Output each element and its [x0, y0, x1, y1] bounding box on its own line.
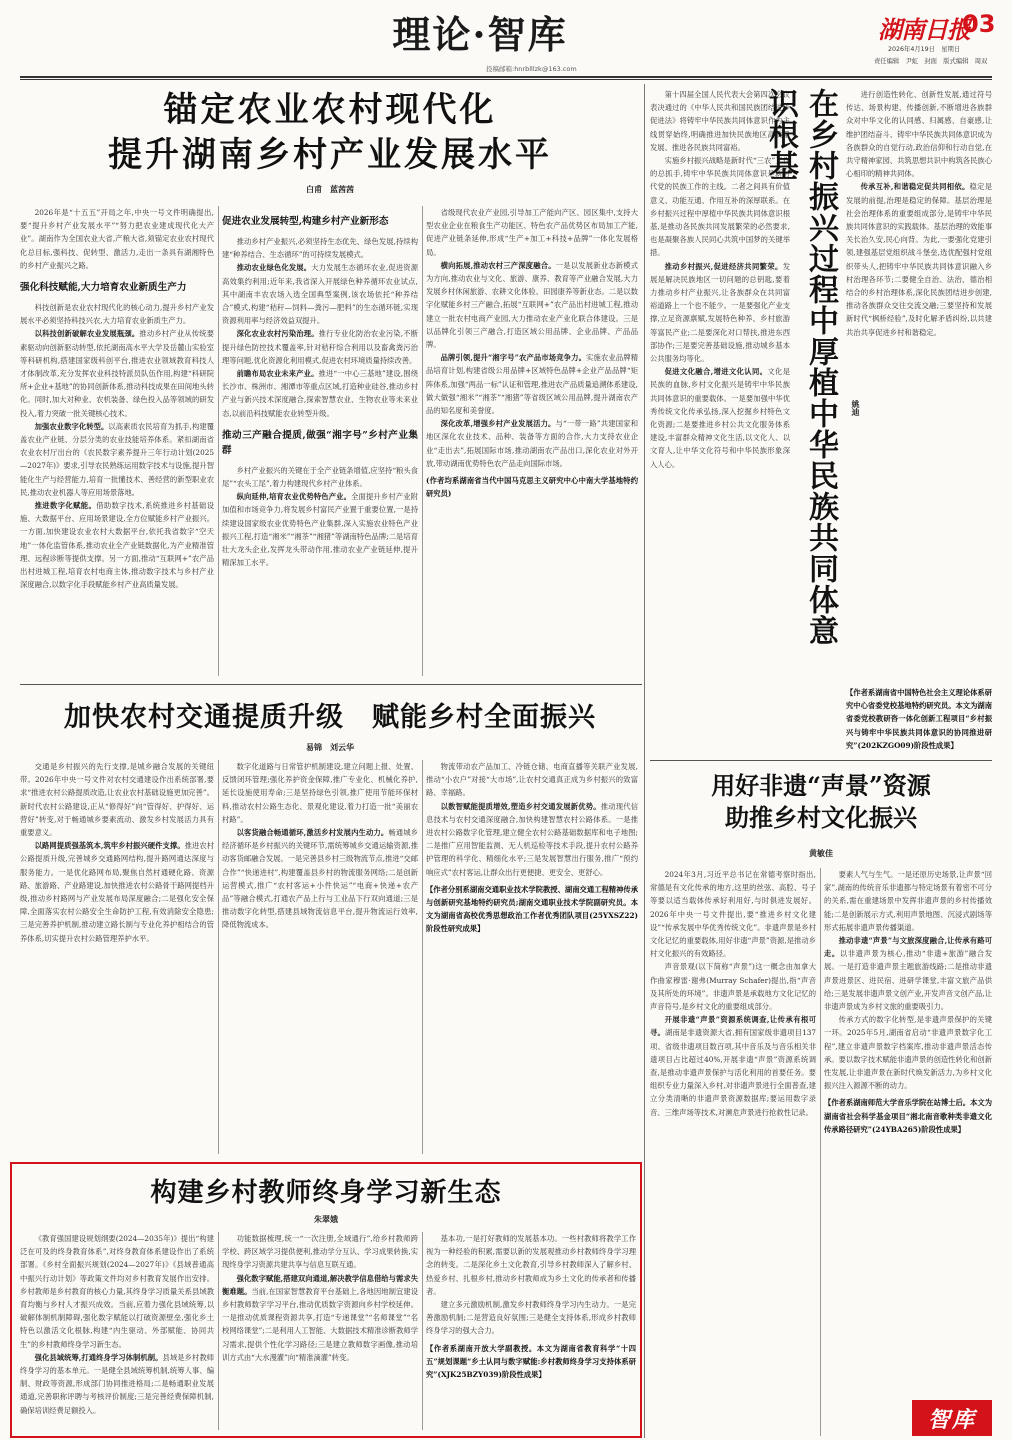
article1-title — [20, 88, 640, 178]
paragraph-lead: 纵向延伸,培育农业优势特色产业。 — [236, 492, 352, 502]
paragraph: 科技创新是农业农村现代化的核心动力,提升乡村产业发展水平必须坚持科技兴农,大力培育农业新质生产力。 — [20, 303, 214, 326]
paragraph: 强化数字赋能,搭建双向通道,解决教学信息借给与需求失衡难题。当前,在国家智慧教育平台基础上,各地因地制宜建设乡村教师数字学习平台,推动优质数字资源向乡村学校延伸。一是推动优质课程资源共享,打造“专递课堂”“名师课堂”“名校网络课堂”;二是利用人工智能、大数据技术精准诊断教师学习需求,提供个性化学习路径;三是建立教师数字画像,推动培训方式由“大水漫灌”向“精准滴灌”转变。 — [222, 1273, 418, 1362]
article2-footnote — [846, 682, 992, 752]
paragraph-lead: 以路网提质强基筑本,筑牢乡村振兴硬件支撑。 — [34, 841, 185, 851]
paragraph-lead: 深化改革,增强乡村产业发展活力。 — [440, 419, 556, 429]
paragraph: 2026年是“十五五”开局之年,中央一号文件明确提出,要“提升乡村产业发展水平”“努力把农业建成现代化大产业”。湖南作为全国农业大省,产粮大省,须锚定农业农村现代化总目标,强科技、促转型、激活力,走出一条具有湖湘特色的乡村产业振兴之路。 — [20, 208, 214, 270]
paragraph: 传承互补,和谐稳定促共同相依。稳定是发展的前提,治理是稳定的保障。基层治理是社会治理体系的重要组成部分,是铸牢中华民族共同体意识的实践载体。基层治理的效能事关长治久安,民心向背。为此,一要强化党建引领,建强基层党组织战斗堡垒,选优配强村党组织带头人,把铸牢中华民族共同体意识融入乡村治理各环节;二要健全自治、法治、德治相结合的乡村治理体系,深化民族团结进步创建,推动各族群众交往交流交融;三要坚持和发展新时代“枫桥经验”,及时化解矛盾纠纷,以共建共治共享促进乡村和谐稳定。 — [846, 182, 992, 337]
paper-name-logo: 湖南日报 — [878, 15, 970, 44]
article4-column-b — [824, 868, 992, 1398]
article4-title — [650, 770, 992, 834]
paragraph: 推动乡村产业振兴,必须坚持生态优先、绿色发展,持续构建“种养结合、生态循环”的可持续发展模式。 — [222, 237, 418, 260]
paragraph: 以科技创新破解农业发展瓶颈。推动乡村产业从传统要素驱动向创新驱动转型,依托湖南高水平大学及岳麓山实验室等科研机构,搭建国家级科创平台,推进农业领域教育科技人才体制改革,充分发挥农业科技特派员队伍作用,构建“科研院所+企业+基地”的协同创新体系,推动科技成果在田间地头转化。同时,加大对种业、农机装备、绿色投入品等领域的研发投入,着力突破一批关键核心技术。 — [20, 329, 214, 418]
paragraph-lead: 以数智赋能提质增效,塑造乡村交通发展新优势。 — [440, 801, 601, 811]
article1-column-2 — [222, 206, 418, 682]
paragraph: 2024年3月,习近平总书记在常德考察时指出,常德是有文化传承的地方,这里的丝弦、高腔、号子等要以适当载体传承好利用好,与时俱进发展好。2026年中央一号文件提出,要“推进乡村文化建设”“传承发展中华优秀传统文化”。非遗声景是乡村文化记忆的重要载体,用好非遗“声景”资源,是推动乡村文化振兴的有效路径。 — [650, 870, 816, 959]
paragraph-lead: 推动非遗“声景”与文旅深度融合,让传承有路可走。 — [824, 936, 992, 959]
paragraph: 推进数字化赋能。借助数字技术,系统推进乡村基础设施、大数据平台、应用场景建设,全方位赋能乡村产业振兴。一方面,加快建设农业农村大数据平台,依托我省数字“空天地”一体化监管体系,推动农业全产业链数据化,为产业精准管理、远程诊断等提供支撑。另一方面,推动“互联网+”农产品出村进城工程,培育农村电商主体,推动数字技术与乡村产业深度融合,以数字化手段赋能乡村产业高质量发展。 — [20, 501, 214, 590]
author-note: 【作者系湖南开放大学副教授。本文为湖南省教育科学“十四五”规划课题“乡土认同与数字赋能:乡村教师终身学习支持体系研究”(XJK25BZY039)阶段性成果】 — [426, 1343, 636, 1380]
masthead — [874, 8, 998, 72]
article1-title-line1: 锚定农业农村现代化 — [163, 90, 497, 130]
paragraph: 开展非遗“声景”资源系统调查,让传承有根可寻。湖南是非遗资源大省,拥有国家级非遗项目137项、省级非遗项目数百项,其中音乐及与音乐相关非遗项目占比超过40%,开展非遗“声景”资源系统调查,是推动非遗声景保护与活化利用的首要任务。要组织专业力量深入乡村,对非遗声景进行全面普查,建立分类清晰的非遗声景资源数据库;要运用数字录音、三维声场等技术,对濒危声景进行抢救性记录。 — [650, 1015, 816, 1117]
paragraph: 建立多元激励机制,激发乡村教师终身学习内生动力。一是完善激励机制;二是营造良好氛围;三是健全支持体系,形成乡村教师终身学习的强大合力。 — [426, 1300, 636, 1336]
article2-author: 姚迪 — [851, 400, 861, 416]
paragraph-lead: 前瞻布局农业未来产业。 — [236, 369, 319, 379]
article3-author: 易锦 刘云华 — [306, 742, 354, 752]
paragraph: 功能数据梳理,统一“一次注册,全域通行”,给乡村教师跨学校、跨区域学习提供便利,推动学分互认、学习成果转换,实现终身学习资源共建共享与信息互联互通。 — [222, 1234, 418, 1270]
subheading: 推动三产融合提质,做强“湘字号”乡村产业集群 — [222, 429, 418, 456]
paragraph: 推动农业绿色化发展。大力发展生态循环农业,促进资源高效集约利用;近年来,我省深入开展绿色种养循环农业试点,其中湖南丰农农场入选全国典型案例,该农场依托“种养结合”模式,构建“秸秆—饲料—粪污—肥料”的生态循环链,实现资源利用率与经济效益双提升。 — [222, 263, 418, 326]
paragraph-lead: 以客货融合畅通循环,激活乡村发展内生动力。 — [236, 828, 389, 838]
paragraph: 数字化道路与日常管护机制建设,建立问题上报、处置、反馈闭环管理;强化养护资金保障,推广专业化、机械化养护,延长设施使用寿命;三是坚持绿色引领,推广使用节能环保材料,推动农村公路生态化、景观化建设,着力打造一批“美丽农村路”。 — [222, 762, 418, 824]
subheading: 强化科技赋能,大力培育农业新质生产力 — [20, 282, 187, 294]
footer-logo-badge — [912, 1400, 992, 1436]
paragraph-lead: 强化数字赋能,搭建双向通道,解决教学信息借给与需求失衡难题。 — [222, 1273, 418, 1296]
section-divider — [650, 760, 992, 761]
article1-author: 白甫 蓝茜茜 — [306, 184, 354, 194]
editor-email: 投稿邮箱:hnrblllzk@163.com — [486, 65, 577, 73]
article3-title: 加快农村交通提质升级 赋能乡村全面振兴 — [64, 702, 596, 733]
paragraph: 前瞻布局农业未来产业。推进“一中心三基地”建设,围绕长沙市、株洲市、湘潭市等重点区域,打造种业硅谷,推动乡村产业与新兴技术深度融合,探索智慧农业、生物农业等未来业态,以前沿科技赋能农业转型升级。 — [222, 369, 418, 418]
article5-title: 构建乡村教师终身学习新生态 — [150, 1178, 502, 1208]
article5-author: 朱翠娥 — [314, 1214, 338, 1224]
paragraph: 深化改革,增强乡村产业发展活力。与“一带一路”共建国家和地区深化农业技术、品种、装备等方面的合作,大力支持农业企业“走出去”,拓展国际市场,推动湖南农产品出口,深化农业对外开放,带动湖南优势特色农产品走向国际市场。 — [426, 419, 638, 468]
vertical-section-divider — [644, 84, 645, 1438]
paragraph-lead: 以科技创新破解农业发展瓶颈。 — [34, 329, 140, 339]
paragraph: 交通是乡村振兴的先行支撑,是城乡融合发展的关键纽带。2026年中央一号文件对农村交通建设作出系统部署,要求“推进农村公路提质改造,让农业农村基础设施更加完善”。新时代农村公路建设,正从“修得好”向“管得好、护得好、运营好”转变,对于畅通城乡要素流动、激发乡村发展活力具有重要意义。 — [20, 762, 214, 838]
paragraph-lead: 强化县域统筹,打通终身学习体制机制。 — [34, 1352, 163, 1362]
article5-column-2 — [222, 1232, 418, 1432]
paragraph: 第十四届全国人民代表大会第四次会议表决通过的《中华人民共和国民族团结进步促进法》将铸牢中华民族共同体意识作为主线贯穿始终,明确推进加快民族地区高质量发展、推进各民族共同富裕。 — [650, 90, 790, 152]
paragraph: 强化县域统筹,打通终身学习体制机制。县域是乡村教师终身学习的基本单元。一是健全县域统筹机制,统筹人事、编制、财政等资源,形成部门协同推进格局;二是畅通职业发展通道,完善职称评聘与考核评价制度;三是完善经费保障机制,确保培训经费足额投入。 — [20, 1352, 214, 1415]
article1-column-1 — [20, 206, 214, 682]
author-note: (作者均系湖南省当代中国马克思主义研究中心中南大学基地特约研究员) — [426, 476, 638, 499]
column-divider — [422, 206, 423, 676]
author-note: 【作者系湖南师范大学音乐学院在站博士后。本文为湖南省社会科学基金项目“湘北南音歌种类非遗文化传承路径研究”(24YBA265)阶段性成果】 — [824, 1098, 992, 1134]
paragraph: 推动非遗“声景”与文旅深度融合,让传承有路可走。以非遗声景为核心,推动“非遗+旅游”融合发展。一是打造非遗声景主题旅游线路;二是推动非遗声景进景区、进民宿、进研学课堂,丰富文旅产品供给;三是发展非遗声景文创产业,开发声音文创产品,让非遗声景成为乡村文旅的重要吸引力。 — [824, 936, 992, 1012]
article2-note: 【作者系湖南省中国特色社会主义理论体系研究中心省委党校基地特约研究员。本文为湖南省委党校教研咨一体化创新工程项目“乡村振兴与铸牢中华民族共同体意识的协同推进研究”(202KZGO09)阶段性成果】 — [846, 688, 992, 750]
column-divider — [218, 760, 219, 1154]
paragraph-lead: 品牌引领,提升“湘字号”农产品市场竞争力。 — [440, 353, 587, 363]
author-note: 【作者分别系湖南交通职业技术学院教授、湖南交通工程精神传承与创新研究基地特约研究员;湖南交通职业技术学院副研究员。本文为湖南省高校优秀思想政治工作者优秀团队项目(25YXSZ22)阶段性研究成果】 — [426, 884, 638, 934]
article5-column-1 — [20, 1232, 214, 1432]
paragraph-lead: 推动乡村振兴,促进经济共同繁荣。 — [664, 261, 783, 271]
column-divider — [422, 1232, 423, 1430]
paragraph: 物流带动农产品加工、冷链仓储、电商直播等关联产业发展,推动“小农户”对接“大市场”,让农村交通真正成为乡村振兴的致富路、幸福路。 — [426, 762, 638, 798]
paragraph: 基本功,一是打好教师的发展基本功。一些村教师将教学工作视为一种经验的积累,需要以新的发展观推动乡村教师终身学习理念的转变。二是深化乡土文化教育,引导乡村教师深入了解乡村、热爱乡村、扎根乡村,推动乡村教师成为乡土文化的传承者和传播者。 — [426, 1234, 636, 1296]
paragraph: 以客货融合畅通循环,激活乡村发展内生动力。畅通城乡经济循环是乡村振兴的关键环节,需统筹城乡交通运输资源,推动客货邮融合发展。一是完善县乡村三级物流节点,推进“交邮合作”“快递进村”,构建覆盖县乡村的物流服务网络;二是创新运营模式,推广“农村客运+小件快运”“电商+快递+农产品”等融合模式,打通农产品上行与工业品下行双向通道;三是推动数字化转型,搭建县域物流信息平台,提升物流运行效率,降低物流成本。 — [222, 828, 418, 930]
column-divider — [422, 760, 423, 1154]
paragraph: 声音景观(以下简称“声景”)这一概念由加拿大作曲家穆雷·谢弗(Murray Schafer)提出,指“声音及其所处的环境”。非遗声景是承载地方文化记忆的声音符号,是乡村文化的重要组成部分。 — [650, 962, 816, 1012]
page-number: 03 — [962, 10, 996, 38]
paragraph: 传承方式的数字化转型,是非遗声景保护的关键一环。2025年5月,湖南省启动“非遗声景数字化工程”,建立非遗声景数字档案库,推动非遗声景活态传承。要以数字技术赋能非遗声景的创造性转化和创新性发展,让非遗声景在新时代焕发新活力,为乡村文化振兴注入源源不断的动力。 — [824, 1015, 992, 1091]
section-divider — [20, 684, 642, 685]
paragraph: 深化农业农村污染治理。推行专业化防治农业污染,不断提升绿色防控技术覆盖率,针对秸秆综合利用以及畜禽粪污治理等问题,优化资源化利用模式,促进农村环境质量持续改善。 — [222, 329, 418, 365]
paragraph: 纵向延伸,培育农业优势特色产业。全面提升乡村产业附加值和市场竞争力,将发展乡村富民产业置于重要位置,一是持续建设国家级农业优势特色产业集群,深入实施农业特色产业振兴工程,打造“湘米”“湘茶”“湘猪”等湖南特色品牌;二是培育壮大龙头企业,发挥龙头带动作用,推动农业产业链延伸,提升精深加工水平。 — [222, 492, 418, 568]
paragraph: 加强农业数字化转型。以高素质农民培育为抓手,构建覆盖农业产业链、分层分类的农业技能培养体系。紧扣湖南省农业农村厅出台的《农民数字素养提升三年行动计划(2025—2027年)》要求,引导农民熟练运用数字技术与设施,提升智能化生产与经营能力,培育一批懂技术、善经营的新型职业农民,推动农业机器人等应用场景落地。 — [20, 421, 214, 497]
paragraph: 乡村产业振兴的关键在于全产业链条增值,应坚持“粮头食尾”“农头工尾”,着力构建现代乡村产业体系。 — [222, 465, 418, 489]
paragraph: 实施乡村振兴战略是新时代“三农”工作的总抓手,铸牢中华民族共同体意识是新时代党的民族工作的主线。二者之间具有价值意义、功能互通、作用互补的深厚联系。在乡村振兴过程中厚植中华民族共同体意识根基,是推动各民族共同发展繁荣的必然要求,也是凝聚各族人民同心共筑中国梦的关键举措。 — [650, 156, 790, 258]
article3-column-3 — [426, 760, 638, 1156]
paragraph-lead: 推进数字化赋能。 — [34, 501, 97, 511]
subheading: 促进农业发展转型,构建乡村产业新形态 — [222, 216, 389, 227]
section-title: 理论·智库 — [392, 12, 568, 57]
column-divider — [218, 206, 219, 676]
article2-column-b — [846, 88, 992, 678]
header-bottom-line — [20, 79, 992, 80]
article3-column-1 — [20, 760, 214, 1156]
article5-column-3 — [426, 1232, 636, 1432]
article4-title-line1: 用好非遗“声景”资源 — [711, 771, 931, 800]
paragraph: 省级现代农业产业园,引导加工产能向产区、园区集中,支持大型农业企业在粮食生产功能区、特色农产品优势区布局加工产能,促进产业链条延伸,形成“生产+加工+科技+品牌”一体化发展格局。 — [426, 208, 638, 257]
section-banner — [380, 10, 580, 66]
paragraph: 以数智赋能提质增效,塑造乡村交通发展新优势。推动现代信息技术与农村交通深度融合,加快构建智慧农村公路体系。一是推进农村公路数字化管理,建立健全农村公路基础数据库和电子地图;二是推广应用智能监测、无人机巡检等技术手段,提升农村公路养护管理的科学化、精细化水平;三是发展智慧出行服务,推广“预约响应式”农村客运,让群众出行更便捷、更安全、更舒心。 — [426, 801, 638, 877]
paragraph-lead: 横向拓展,推动农村三产深度融合。 — [440, 260, 556, 270]
paragraph-lead: 推动农业绿色化发展。 — [236, 263, 312, 273]
article1-column-3 — [426, 206, 638, 682]
paragraph-lead: 深化农业农村污染治理。 — [236, 329, 319, 339]
paragraph: 进行创造性转化、创新性发展,通过符号传达、场景构建、传播创新,不断增进各族群众对中华文化的认同感、归属感、自豪感,让维护团结奋斗、铸牢中华民族共同体意识成为各族群众的自觉行动,政治信仰和行动自觉,在共守精神家园、共筑思想共识中构筑各民族心心相印的精神共同体。 — [846, 90, 992, 179]
paragraph: 要素人气与生气。一是还原历史场景,让声景“回家”,湖南的传统音乐非遗都与特定场景有着密不可分的关系,需在重建场景中发挥非遗声景的乡村传播效能;二是创新展示方式,利用声景地图、沉浸式剧场等形式拓展非遗声景传播渠道。 — [824, 870, 992, 932]
column-divider — [820, 868, 821, 1436]
footer-logo-text: 智库 — [927, 1406, 976, 1433]
paragraph-lead: 促进文化融合,增进文化认同。 — [664, 367, 768, 377]
paragraph: 横向拓展,推动农村三产深度融合。一是以发展新业态新模式为方向,推动农业与文化、旅游、康养、教育等产业融合发展,大力发展乡村休闲旅游、农耕文化体验、田园康养等新业态。二是以数字化赋能乡村三产融合,拓展“互联网+”农产品出村进城工程,推动建立一批农村电商产业园,大力推动农业产业化联合体建设。三是以品牌化引领三产融合,打造区域公用品牌、企业品牌、产品品牌。 — [426, 260, 638, 350]
article4-title-line2: 助推乡村文化振兴 — [725, 803, 917, 832]
paragraph: 《教育强国建设规划纲要(2024—2035年)》提出“构建泛在可及的终身教育体系”,对终身教育体系建设作出了系统部署。《乡村全面振兴规划(2024—2027年)》《县域普通高中振兴行动计划》等政策文件均对乡村教育发展作出安排。乡村教师是乡村教育的核心力量,其终身学习质量关系县域教育均衡与乡村人才振兴成效。当前,应着力强化县域统筹,以破解体制机制障碍,强化数字赋能以打破资源壁垒,强化乡土特色以激活文化根脉,构建“内生驱动、外部赋能、协同共生”的乡村教师终身学习新生态。 — [20, 1234, 214, 1349]
header-top-line — [20, 76, 992, 78]
article4-author: 黄敏佳 — [809, 848, 833, 858]
paragraph: 推动乡村振兴,促进经济共同繁荣。发展是解决民族地区一切问题的总钥匙,要着力推动乡村产业振兴,让各族群众在共同富裕道路上一个也不能少。一是要强化产业支撑,立足资源禀赋,发展特色种养、乡村旅游等富民产业;二是要深化对口帮扶,推进东西部协作;三是要完善基础设施,推动城乡基本公共服务均等化。 — [650, 261, 790, 364]
paragraph-lead: 加强农业数字化转型。 — [34, 421, 109, 431]
paragraph: 促进文化融合,增进文化认同。文化是民族的血脉,乡村文化振兴是铸牢中华民族共同体意识的重要载体。一是要加强中华优秀传统文化传承弘扬,深入挖掘乡村特色文化资源;二是要推进乡村公共文化服务体系建设,丰富群众精神文化生活,以文化人、以文育人,让中华文化符号和中华民族形象深入人心。 — [650, 367, 790, 469]
paragraph: 品牌引领,提升“湘字号”农产品市场竞争力。实施农业品牌精品培育计划,构建省级公用品牌+区域特色品牌+企业产品品牌“矩阵体系,加强“两品一标”认证和管理,推进农产品质量追溯体系建设,做大做强“湘米”“湘茶”“湘猪”等省级区域公用品牌,提升湖南农产品的知名度和美誉度。 — [426, 353, 638, 416]
article1-title-line2: 提升湖南乡村产业发展水平 — [108, 135, 552, 175]
paragraph: 以路网提质强基筑本,筑牢乡村振兴硬件支撑。推进农村公路提质升级,完善城乡交通路网结构,提升路网通达深度与服务能力。一是优化路网布局,聚焦自然村通硬化路、资源路、旅游路、产业路建设,加快推进农村公路骨干路网提档升级,推动乡村路网与产业发展布局深度融合;二是强化安全保障,全面落实农村公路安全生命防护工程,有效消除安全隐患;三是完善养护机制,推动建立路长制与专业化养护相结合的管养体系,切实提升农村公路管理养护水平。 — [20, 841, 214, 943]
article4-column-a — [650, 868, 816, 1438]
article3-column-2 — [222, 760, 418, 1156]
column-divider — [218, 1232, 219, 1430]
staff-credits: 责任编辑 尹虹 封面 版式编辑 周双 — [874, 58, 988, 65]
issue-date: 2026年4月19日 星期日 — [888, 46, 961, 53]
article2-vertical-title: 在乡村振兴过程中厚植中华民族共同体意识根基 — [763, 88, 838, 646]
paragraph-lead: 开展非遗“声景”资源系统调查,让传承有根可寻。 — [650, 1015, 816, 1038]
paragraph-lead: 传承互补,和谐稳定促共同相依。 — [860, 182, 970, 192]
